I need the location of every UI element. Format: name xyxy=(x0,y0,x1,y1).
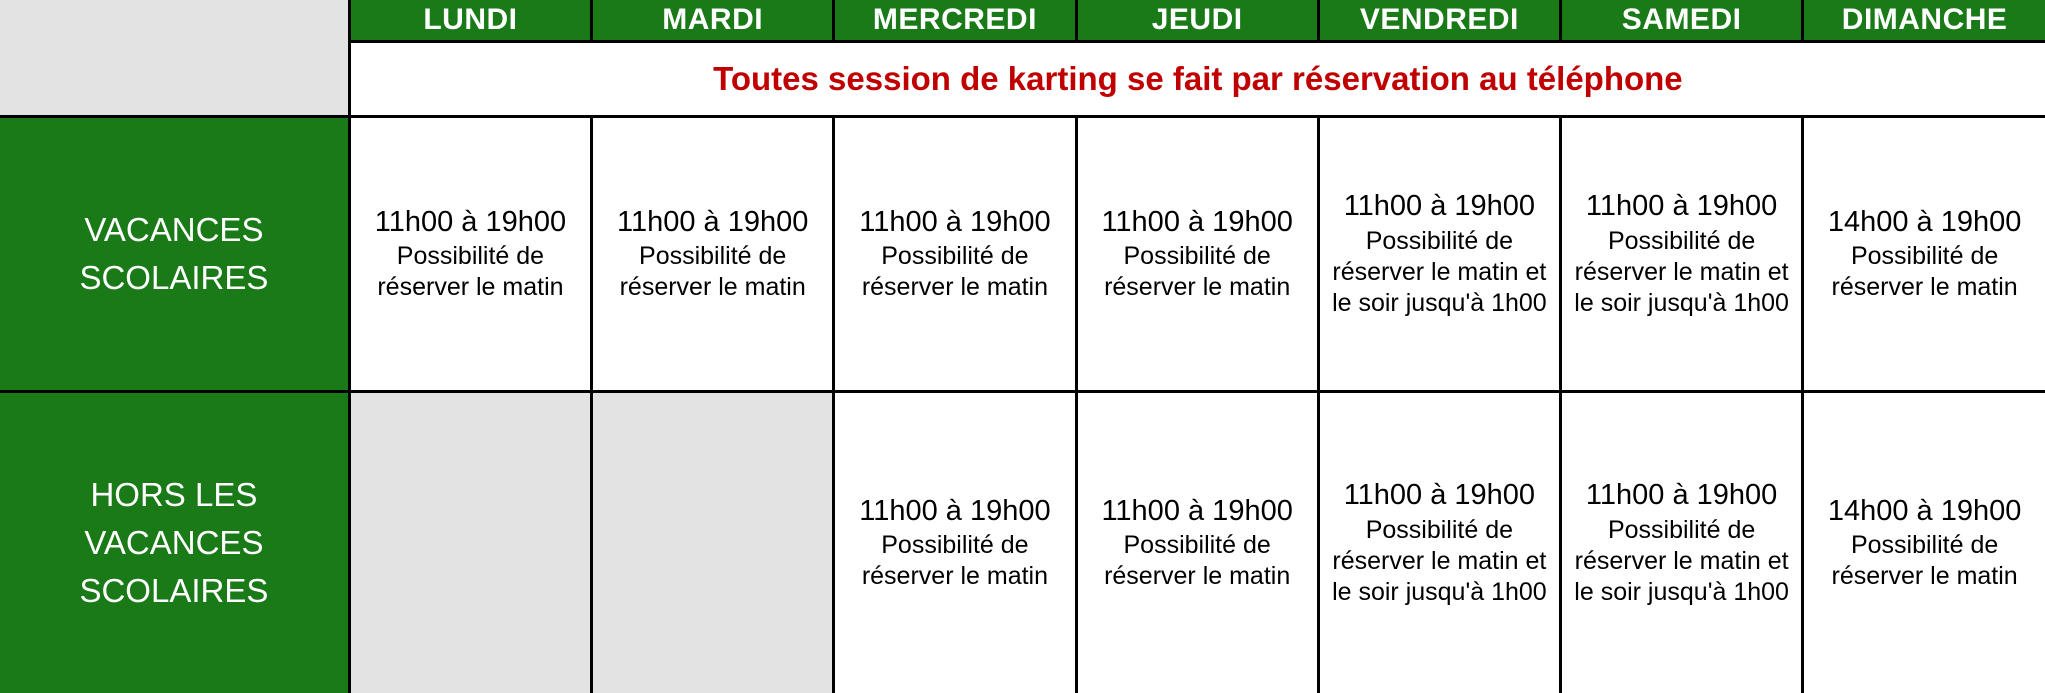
slot-hors-lundi xyxy=(349,392,591,693)
slot-time: 11h00 à 19h00 xyxy=(1101,494,1293,527)
slot-time: 11h00 à 19h00 xyxy=(859,494,1051,527)
slot-time: 14h00 à 19h00 xyxy=(1827,494,2022,527)
day-header-mercredi: MERCREDI xyxy=(834,0,1076,42)
day-header-vendredi: VENDREDI xyxy=(1318,0,1560,42)
row-hors-vacances-scolaires xyxy=(0,392,2045,693)
day-header-jeudi: JEUDI xyxy=(1076,0,1318,42)
slot-note: Possibilité de réserver le matin et le soir jusqu'à 1h00 xyxy=(1574,226,1789,317)
slot-note: Possibilité de réserver le matin xyxy=(1831,531,2018,591)
reservation-notice: Toutes session de karting se fait par réservation au téléphone xyxy=(349,42,2045,117)
slot-hors-jeudi xyxy=(1076,392,1318,693)
day-header-lundi: LUNDI xyxy=(349,0,591,42)
slot-time: 11h00 à 19h00 xyxy=(859,205,1051,238)
slot-vacances-lundi xyxy=(349,117,591,392)
slot-vacances-dimanche xyxy=(1803,117,2045,392)
slot-hors-mardi xyxy=(592,392,834,693)
slot-vacances-mercredi xyxy=(834,117,1076,392)
corner-cell xyxy=(0,0,349,117)
slot-vacances-jeudi xyxy=(1076,117,1318,392)
slot-time: 11h00 à 19h00 xyxy=(1101,205,1293,238)
slot-note: Possibilité de réserver le matin xyxy=(1104,242,1291,302)
slot-note: Possibilité de réserver le matin et le soir jusqu'à 1h00 xyxy=(1332,226,1547,317)
slot-note: Possibilité de réserver le matin xyxy=(861,531,1048,591)
slot-hors-samedi xyxy=(1561,392,1803,693)
slot-time: 14h00 à 19h00 xyxy=(1827,205,2022,238)
slot-vacances-samedi xyxy=(1561,117,1803,392)
slot-hors-vendredi xyxy=(1318,392,1560,693)
slot-time: 11h00 à 19h00 xyxy=(1343,190,1536,223)
slot-time: 11h00 à 19h00 xyxy=(374,205,567,238)
slot-time: 11h00 à 19h00 xyxy=(616,205,809,238)
slot-note: Possibilité de réserver le matin et le soir jusqu'à 1h00 xyxy=(1574,515,1789,606)
slot-note: Possibilité de réserver le matin xyxy=(619,242,806,302)
slot-note: Possibilité de réserver le matin et le soir jusqu'à 1h00 xyxy=(1332,515,1547,606)
slot-vacances-vendredi xyxy=(1318,117,1560,392)
row-label-vacances-scolaires: VACANCES SCOLAIRES xyxy=(0,117,349,392)
row-label-hors-vacances-scolaires: HORS LES VACANCES SCOLAIRES xyxy=(0,392,349,693)
slot-time: 11h00 à 19h00 xyxy=(1343,479,1536,512)
day-header-dimanche: DIMANCHE xyxy=(1803,0,2045,42)
slot-hors-dimanche xyxy=(1803,392,2045,693)
slot-note: Possibilité de réserver le matin xyxy=(1104,531,1291,591)
day-header-samedi: SAMEDI xyxy=(1561,0,1803,42)
slot-note: Possibilité de réserver le matin xyxy=(861,242,1048,302)
day-header-mardi: MARDI xyxy=(592,0,834,42)
day-header-row xyxy=(0,0,2045,42)
slot-vacances-mardi xyxy=(592,117,834,392)
slot-hors-mercredi xyxy=(834,392,1076,693)
slot-note: Possibilité de réserver le matin xyxy=(1831,242,2018,302)
slot-time: 11h00 à 19h00 xyxy=(1585,479,1778,512)
row-vacances-scolaires xyxy=(0,117,2045,392)
slot-time: 11h00 à 19h00 xyxy=(1585,190,1778,223)
slot-note: Possibilité de réserver le matin xyxy=(377,242,564,302)
